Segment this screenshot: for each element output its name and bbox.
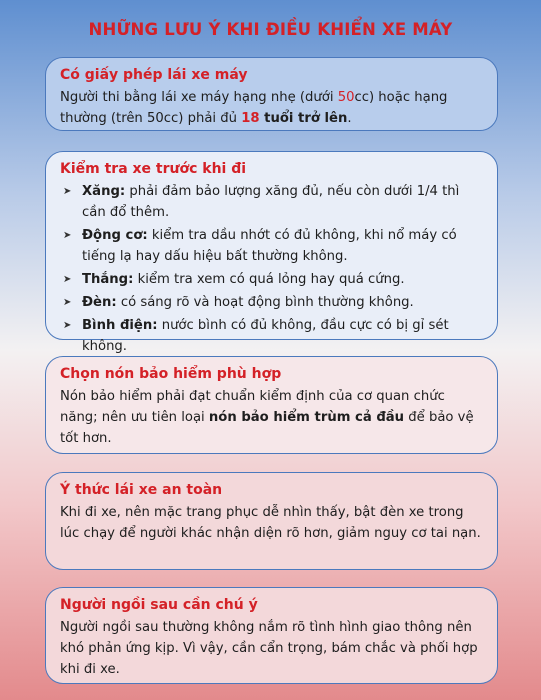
item-text: nước bình có đủ không, đầu cực có bị gỉ sét không. bbox=[82, 318, 449, 354]
list-item bbox=[60, 225, 483, 267]
passenger-card bbox=[45, 587, 498, 684]
helmet-card bbox=[45, 356, 498, 454]
chevron-right-icon: ➤ bbox=[63, 186, 72, 197]
safety-card bbox=[45, 472, 498, 570]
chevron-right-icon: ➤ bbox=[63, 230, 72, 241]
license-text-part: Người thi bằng lái xe máy hạng nhẹ (dưới bbox=[60, 90, 338, 105]
license-text-part: cc) hoặc hạng thường (trên 50cc) phải đủ bbox=[60, 90, 448, 126]
page-title: NHỮNG LƯU Ý KHI ĐIỀU KHIỂN XE MÁY bbox=[88, 20, 453, 39]
helmet-text-part: Nón bảo hiểm phải đạt chuẩn kiểm định của cơ quan chức năng; nên ưu tiên loại bbox=[60, 389, 445, 425]
helmet-card-text bbox=[60, 386, 483, 449]
item-label: Động cơ: bbox=[82, 228, 148, 243]
helmet-highlight: nón bảo hiểm trùm cả đầu bbox=[208, 410, 405, 425]
item-label: Bình điện: bbox=[82, 318, 158, 333]
license-highlight-age-text: tuổi trở lên bbox=[259, 111, 348, 126]
license-card-text bbox=[60, 87, 483, 129]
license-text-part: . bbox=[347, 111, 352, 126]
chevron-right-icon: ➤ bbox=[63, 320, 72, 331]
helmet-text-part: để bảo vệ tốt hơn. bbox=[60, 410, 474, 446]
chevron-right-icon: ➤ bbox=[63, 297, 72, 308]
item-text: phải đảm bảo lượng xăng đủ, nếu còn dưới 1/4 thì cần đổ thêm. bbox=[82, 184, 460, 220]
chevron-right-icon: ➤ bbox=[63, 274, 72, 285]
passenger-card-heading: Người ngồi sau cần chú ý bbox=[60, 597, 258, 613]
inspect-card bbox=[45, 151, 498, 354]
item-text: kiểm tra dầu nhớt có đủ không, khi nổ máy có tiếng lạ hay dấu hiệu bất thường không. bbox=[82, 228, 457, 264]
list-item bbox=[60, 292, 483, 313]
item-label: Xăng: bbox=[82, 184, 126, 199]
item-text: kiểm tra xem có quá lỏng hay quá cứng. bbox=[133, 272, 405, 287]
list-item bbox=[60, 315, 483, 357]
list-item bbox=[60, 269, 483, 290]
list-item bbox=[60, 181, 483, 223]
item-text: có sáng rõ và hoạt động bình thường không. bbox=[116, 295, 414, 310]
license-card-heading: Có giấy phép lái xe máy bbox=[60, 67, 248, 83]
inspect-list bbox=[60, 181, 483, 357]
passenger-card-text: Người ngồi sau thường không nắm rõ tình hình giao thông nên khó phản ứng kịp. Vì vậy, cần cẩn trọng, bám chắc và phối hợp khi đi xe. bbox=[60, 620, 478, 677]
license-card bbox=[45, 57, 498, 131]
license-highlight-age: 18 bbox=[241, 111, 260, 126]
license-highlight-cc: 50 bbox=[337, 90, 355, 105]
safety-card-heading: Ý thức lái xe an toàn bbox=[60, 482, 223, 498]
item-label: Đèn: bbox=[82, 295, 117, 310]
helmet-card-heading: Chọn nón bảo hiểm phù hợp bbox=[60, 366, 282, 382]
item-label: Thắng: bbox=[82, 272, 134, 287]
safety-card-text: Khi đi xe, nên mặc trang phục dễ nhìn thấy, bật đèn xe trong lúc chạy để người khác nhận diện rõ hơn, giảm nguy cơ tai nạn. bbox=[60, 505, 481, 541]
inspect-card-heading: Kiểm tra xe trước khi đi bbox=[60, 161, 247, 177]
